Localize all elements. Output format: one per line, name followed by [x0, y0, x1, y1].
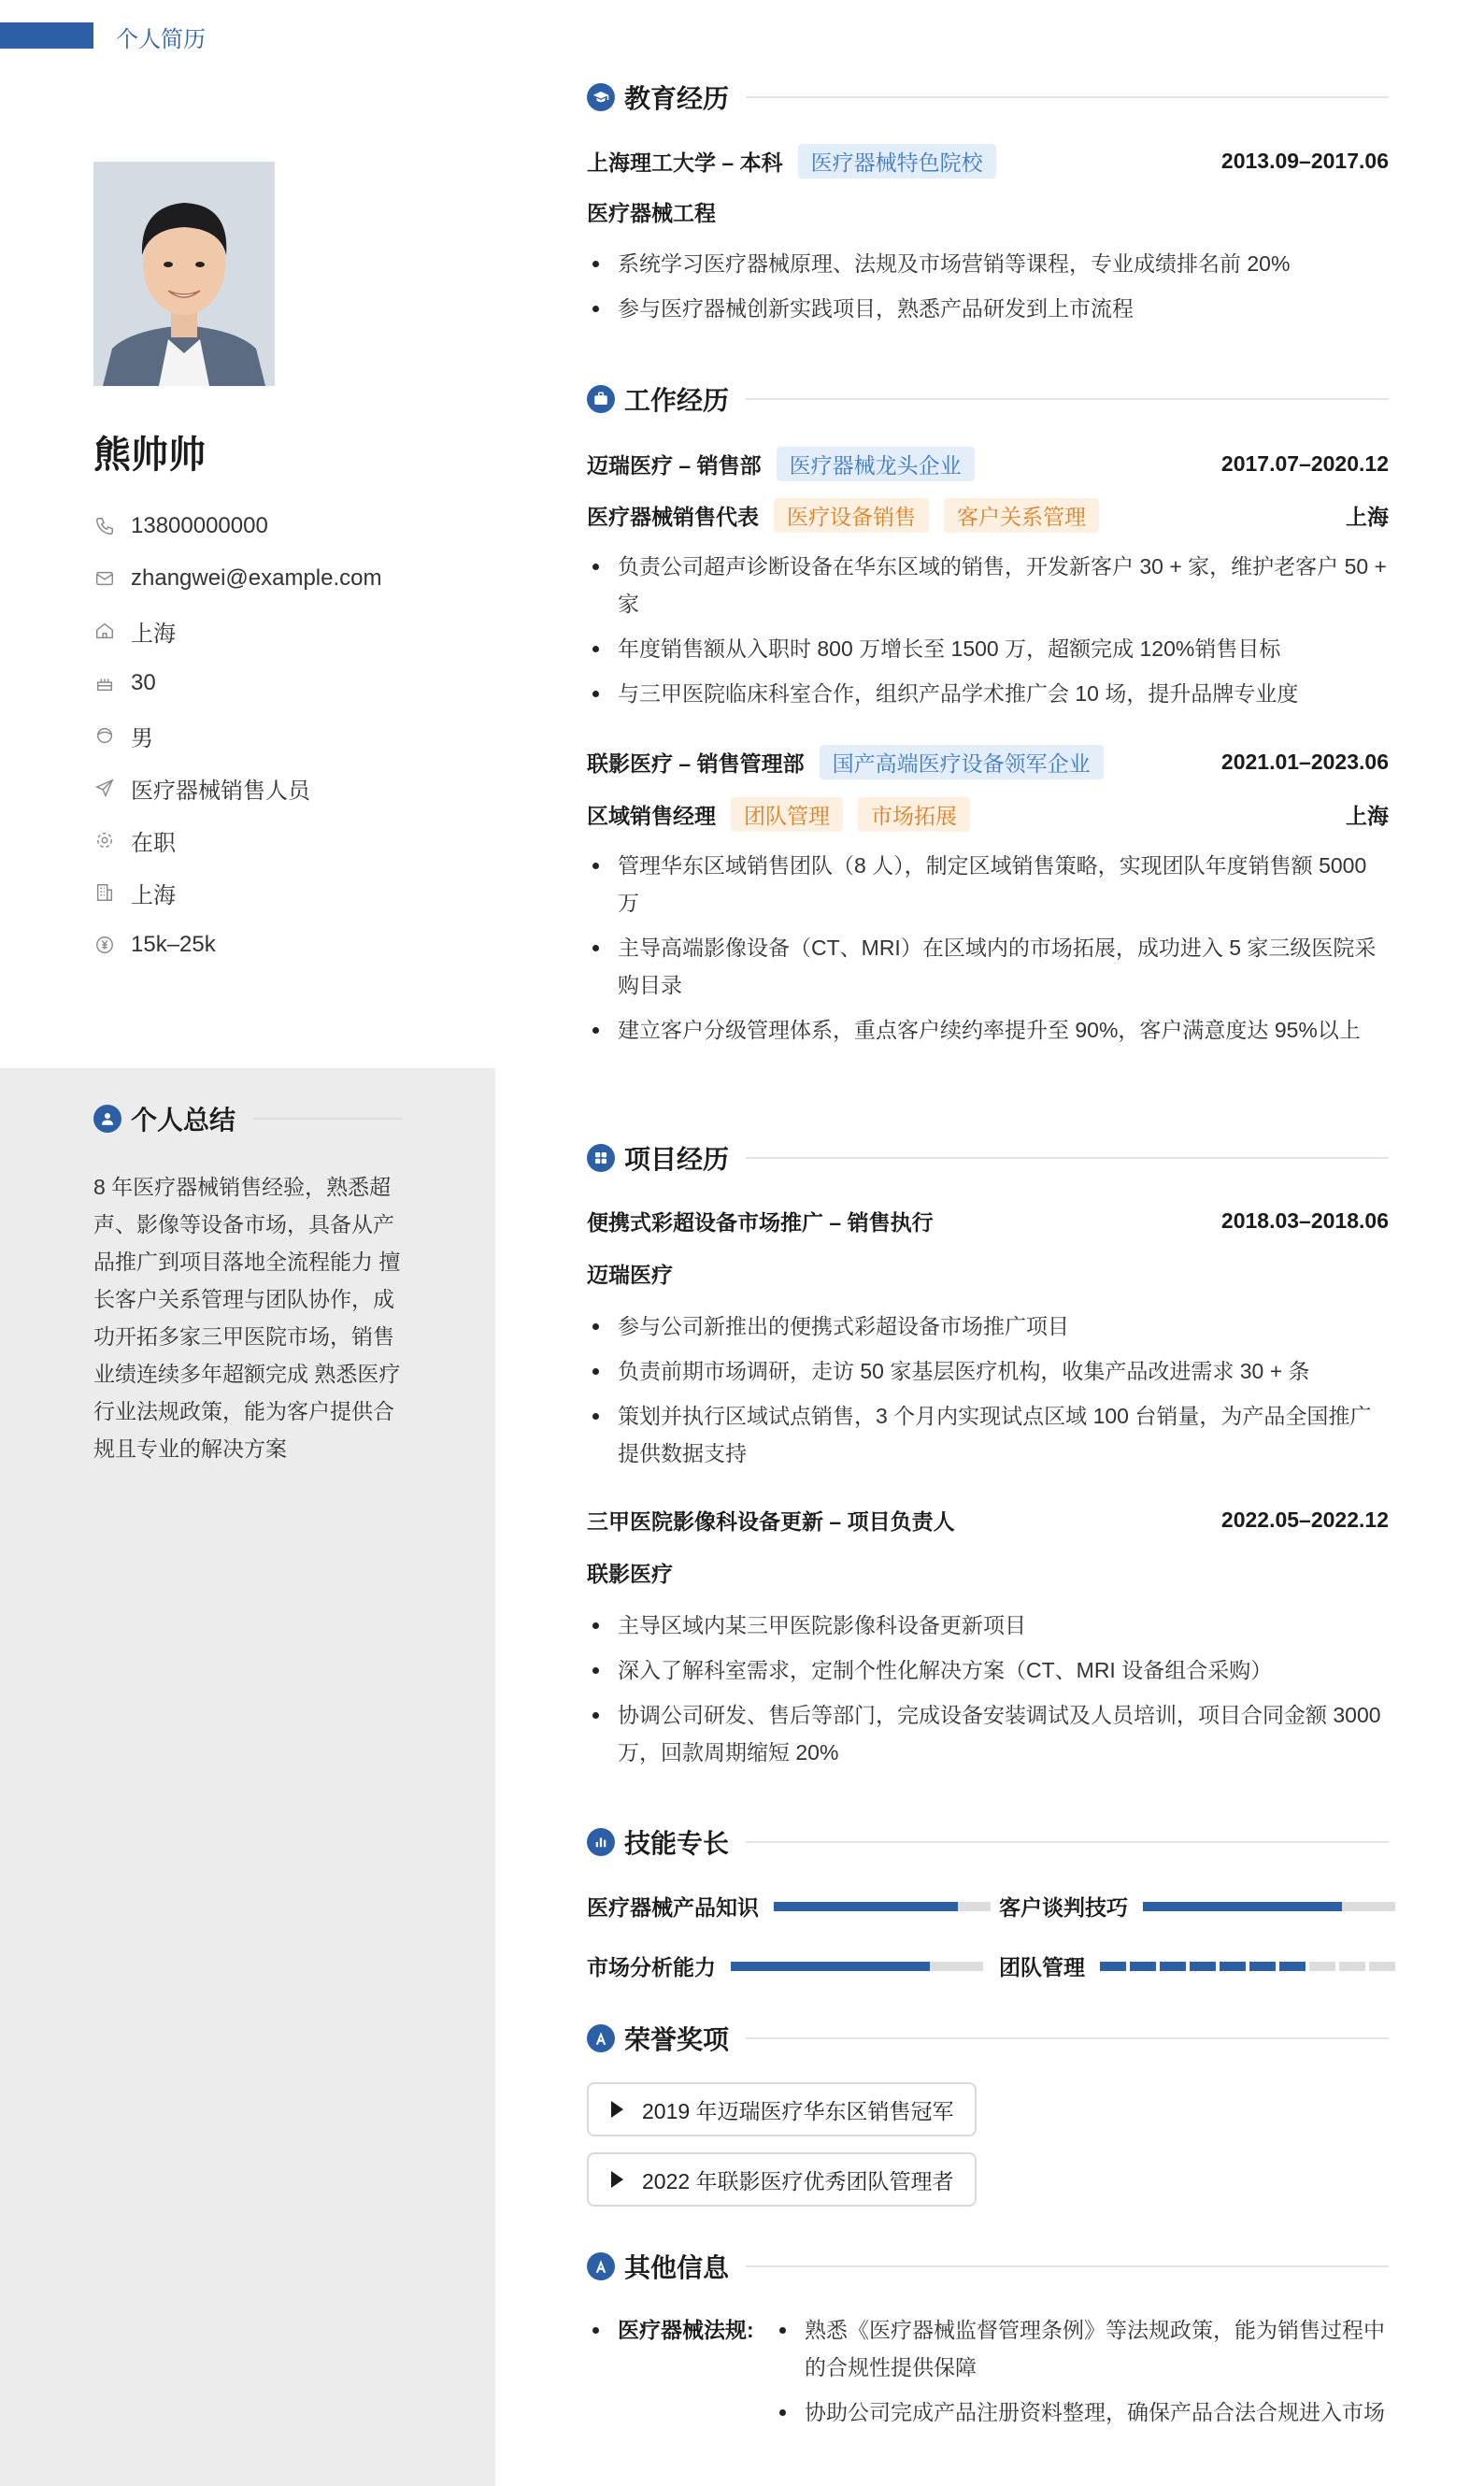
projects-heading: [587, 1139, 1389, 1177]
school-name: 上海理工大学 – 本科: [587, 150, 783, 175]
list-item: 深入了解科室需求，定制个性化解决方案（CT、MRI 设备组合采购）: [587, 1651, 1389, 1689]
divider: [746, 1157, 1389, 1159]
skill-name: 团队管理: [999, 1955, 1085, 1979]
info-phone: [93, 500, 382, 552]
contact-info-list: [93, 500, 382, 971]
section-title: 项目经历: [624, 1145, 730, 1174]
job-bullets: [587, 847, 1389, 1056]
info-position: [93, 762, 382, 814]
project-org: 迈瑞医疗: [587, 1263, 673, 1287]
skill-item: [587, 1891, 991, 1922]
list-item: [587, 2311, 1389, 2431]
work-heading: [587, 380, 1389, 418]
skill-bar: [731, 1962, 983, 1971]
graduation-cap-icon: [587, 83, 615, 111]
skill-segment: [1220, 1962, 1246, 1971]
cake-icon: [93, 672, 116, 694]
briefcase-icon: [587, 385, 615, 413]
list-item: 与三甲医院临床科室合作，组织产品学术推广会 10 场，提升品牌专业度: [587, 675, 1389, 712]
play-icon: [611, 2171, 623, 2188]
job-header-row: [587, 745, 1389, 779]
education-heading: [587, 79, 1389, 116]
info-value: 医疗器械销售人员: [131, 778, 310, 804]
bar-chart-icon: [587, 1828, 615, 1856]
skill-segment: [1100, 1962, 1126, 1971]
summary-text: 8 年医疗器械销售经验，熟悉超声、影像等设备市场，具备从产品推广到项目落地全流程能力 擅长客户关系管理与团队协作，成功开拓多家三甲医院市场，销售业绩连续多年超额完成 熟悉医疗行业法规政策，能为客户提供合规且专业的解决方案: [93, 1175, 401, 1461]
skill-segment: [1339, 1962, 1365, 1971]
job-header-row: [587, 447, 1389, 481]
skill-segment: [1249, 1962, 1276, 1971]
award-text: 2022 年联影医疗优秀团队管理者: [642, 2168, 954, 2193]
project-header-row: [587, 1206, 1389, 1236]
bullet-dot: [592, 2327, 599, 2334]
list-item: 年度销售额从入职时 800 万增长至 1500 万，超额完成 120%销售目标: [587, 630, 1389, 667]
user-icon: [93, 1105, 121, 1133]
skill-bar: [774, 1902, 991, 1911]
play-icon: [611, 2101, 623, 2118]
skill-segment: [1160, 1962, 1186, 1971]
other-heading: [587, 2248, 1389, 2285]
section-title: 工作经历: [624, 386, 730, 415]
list-item: 主导区域内某三甲医院影像科设备更新项目: [587, 1607, 1389, 1644]
skill-segment: [1309, 1962, 1335, 1971]
project-bullets: [587, 1607, 1389, 1779]
avatar-portrait: [93, 162, 275, 386]
summary-title: 个人总结: [131, 1106, 236, 1135]
skill-bar: [1143, 1902, 1395, 1911]
school-tag: 医疗器械特色院校: [798, 144, 996, 179]
award-item[interactable]: [587, 2082, 977, 2136]
job-role-row: [587, 797, 1389, 832]
skill-tag: 客户关系管理: [944, 498, 1099, 533]
sidebar: [0, 0, 495, 2486]
list-item: 负责公司超声诊断设备在华东区域的销售，开发新客户 30 + 家，维护老客户 50 + 家: [587, 548, 1389, 622]
job-date: 2017.07–2020.12: [1220, 451, 1389, 476]
mail-icon: [93, 567, 116, 590]
project-org: 联影医疗: [587, 1562, 673, 1586]
skill-item: [587, 1950, 983, 1981]
send-icon: [93, 777, 116, 799]
info-address: [93, 605, 382, 657]
job-city: 上海: [1346, 804, 1389, 828]
award-icon: [587, 2024, 615, 2052]
job-bullets: [587, 548, 1389, 720]
award-item[interactable]: [587, 2152, 977, 2207]
skills-heading: [587, 1823, 1389, 1861]
section-title: 教育经历: [624, 84, 730, 113]
skill-segment-bar: [1100, 1962, 1395, 1971]
skill-segment: [1369, 1962, 1395, 1971]
info-value: 13800000000: [131, 513, 268, 538]
company-name: 迈瑞医疗 – 销售部: [587, 453, 762, 478]
info-value: 在职: [131, 830, 176, 856]
info-email: [93, 552, 382, 605]
skill-segment: [1190, 1962, 1216, 1971]
info-city: [93, 866, 382, 919]
skill-tag: 医疗设备销售: [774, 498, 929, 533]
other-info-block: [587, 2311, 1389, 2438]
summary-heading: [93, 1100, 402, 1137]
list-item: 协调公司研发、售后等部门，完成设备安装调试及人员培训，项目合同金额 3000 万，回款周期缩短 20%: [587, 1696, 1389, 1771]
grid-icon: [587, 1144, 615, 1172]
profile-name: 熊帅帅: [93, 435, 206, 476]
skill-name: 客户谈判技巧: [999, 1895, 1128, 1920]
building-icon: [93, 881, 116, 904]
section-title: 技能专长: [624, 1829, 730, 1858]
skill-segment: [1279, 1962, 1306, 1971]
list-item: 负责前期市场调研，走访 50 家基层医疗机构，收集产品改进需求 30 + 条: [587, 1352, 1389, 1390]
company-tag: 国产高端医疗设备领军企业: [820, 745, 1104, 779]
divider: [746, 1841, 1389, 1843]
list-item: 主导高端影像设备（CT、MRI）在区域内的市场拓展，成功进入 5 家三级医院采购目录: [587, 929, 1389, 1004]
page-title: 个人简历: [116, 27, 206, 52]
gender-icon: [93, 724, 116, 747]
education-bullets: [587, 245, 1389, 335]
project-date: 2022.05–2022.12: [1220, 1507, 1389, 1532]
job-role-row: [587, 498, 1389, 533]
job-date: 2021.01–2023.06: [1220, 750, 1389, 774]
status-icon: [93, 829, 116, 851]
education-date: 2013.09–2017.06: [1220, 149, 1389, 173]
project-bullets: [587, 1307, 1389, 1479]
info-icon: [587, 2252, 615, 2280]
other-sublist: [774, 2311, 1389, 2431]
list-item: 系统学习医疗器械原理、法规及市场营销等课程，专业成绩排名前 20%: [587, 245, 1389, 282]
divider: [746, 2037, 1389, 2039]
skill-fill: [774, 1902, 958, 1911]
skill-item: [999, 1950, 1395, 1981]
info-value: 上海: [131, 621, 176, 647]
project-name: 三甲医院影像科设备更新 – 项目负责人: [587, 1509, 955, 1534]
section-title: 其他信息: [624, 2253, 730, 2282]
project-date: 2018.03–2018.06: [1220, 1208, 1389, 1233]
project-header-row: [587, 1505, 1389, 1536]
salary-icon: [93, 934, 116, 956]
company-tag: 医疗器械龙头企业: [777, 447, 975, 481]
project-org-row: [587, 1258, 1389, 1289]
project-name: 便携式彩超设备市场推广 – 销售执行: [587, 1210, 934, 1235]
header-accent-bar: [0, 22, 93, 49]
skill-tag: 市场拓展: [858, 797, 970, 832]
info-gender: [93, 709, 382, 762]
info-salary: [93, 919, 382, 971]
other-label: 医疗器械法规:: [618, 2318, 754, 2342]
skill-fill: [731, 1962, 930, 1971]
info-status: [93, 814, 382, 866]
info-value: 男: [131, 725, 153, 751]
list-item: 参与公司新推出的便携式彩超设备市场推广项目: [587, 1307, 1389, 1345]
info-age: [93, 657, 382, 709]
info-value: 上海: [131, 882, 176, 908]
job-role: 医疗器械销售代表: [587, 505, 759, 529]
education-major-row: [587, 196, 1389, 227]
list-item: 参与医疗器械创新实践项目，熟悉产品研发到上市流程: [587, 290, 1389, 327]
skill-name: 医疗器械产品知识: [587, 1895, 759, 1920]
skill-item: [999, 1891, 1395, 1922]
skill-segment: [1130, 1962, 1156, 1971]
list-item: 管理华东区域销售团队（8 人），制定区域销售策略，实现团队年度销售额 5000 万: [587, 847, 1389, 922]
skill-tag: 团队管理: [731, 797, 843, 832]
major: 医疗器械工程: [587, 201, 716, 225]
divider: [746, 2265, 1389, 2267]
list-item: 建立客户分级管理体系，重点客户续约率提升至 90%，客户满意度达 95%以上: [587, 1011, 1389, 1049]
home-icon: [93, 620, 116, 642]
company-name: 联影医疗 – 销售管理部: [587, 751, 805, 776]
info-value: 30: [131, 670, 156, 695]
divider: [746, 96, 1389, 98]
job-city: 上海: [1346, 505, 1389, 529]
list-item: 策划并执行区域试点销售，3 个月内实现试点区域 100 台销量，为产品全国推广提供数据支持: [587, 1397, 1389, 1472]
awards-heading: [587, 2020, 1389, 2057]
list-item: 熟悉《医疗器械监督管理条例》等法规政策，能为销售过程中的合规性提供保障: [774, 2311, 1389, 2386]
avatar: [93, 162, 275, 386]
info-value: zhangwei@example.com: [131, 565, 382, 591]
section-title: 荣誉奖项: [624, 2025, 730, 2054]
skill-name: 市场分析能力: [587, 1955, 716, 1979]
award-text: 2019 年迈瑞医疗华东区销售冠军: [642, 2098, 954, 2123]
info-value: 15k–25k: [131, 932, 216, 957]
divider: [252, 1118, 402, 1120]
job-role: 区域销售经理: [587, 804, 716, 828]
list-item: 协助公司完成产品注册资料整理，确保产品合法合规进入市场: [774, 2393, 1389, 2431]
skill-fill: [1143, 1902, 1342, 1911]
education-header-row: [587, 144, 1389, 179]
project-org-row: [587, 1557, 1389, 1588]
divider: [746, 398, 1389, 400]
phone-icon: [93, 515, 116, 537]
